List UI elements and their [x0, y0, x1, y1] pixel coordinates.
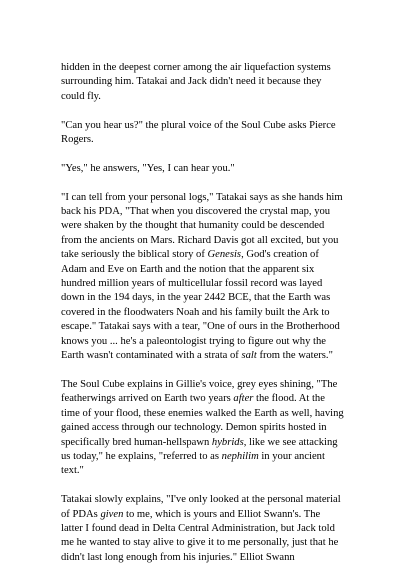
text-line [61, 191, 380, 205]
text-run: latter I found dead in Delta Central Administration, but Jack told [61, 522, 335, 534]
body-paragraph [61, 493, 380, 565]
text-line [61, 162, 380, 176]
text-run: Rogers. [61, 134, 94, 146]
text-run: from the ancients on Mars. Richard Davis got all excited, but you [61, 234, 339, 246]
text-run: gained access through our technology. Demon spirits hosted in [61, 422, 327, 434]
text-run: surrounding him. Tatakai and Jack didn't need it because they [61, 76, 322, 88]
text-line [61, 522, 380, 536]
italic-text: hybrids [211, 436, 244, 448]
text-run: featherwings arrived on Earth two years [61, 393, 234, 405]
text-line [61, 436, 380, 450]
text-line [61, 75, 380, 89]
text-line [61, 219, 380, 233]
text-run: "Yes," he answers, "Yes, I can hear you." [61, 162, 235, 174]
text-line [61, 205, 380, 219]
text-run: "Can you hear us?" the plural voice of the Soul Cube asks Pierce [61, 119, 336, 131]
body-paragraph [61, 61, 380, 104]
text-line [61, 234, 380, 248]
text-line [61, 378, 380, 392]
text-run: us today," he explains, "referred to as [61, 450, 222, 462]
text-line [61, 61, 380, 75]
text-run: The Soul Cube explains in Gillie's voice, grey eyes shining, "The [61, 378, 338, 390]
text-line [61, 407, 380, 421]
text-run: could fly. [61, 90, 101, 102]
text-run: knows you ... he's a paleontologist trying to figure out why the [61, 335, 326, 347]
italic-text: nephilim [221, 450, 259, 462]
text-run: didn't last long enough from his injuries." Elliot Swann [61, 551, 295, 563]
text-run: Tatakai slowly explains, "I've only looked at the personal material [61, 494, 341, 506]
text-line [61, 119, 380, 133]
text-run: , God's creation of [241, 249, 319, 261]
text-line [61, 291, 380, 305]
text-run: specifically bred human-hellspawn [61, 436, 212, 448]
italic-text: given [100, 508, 124, 520]
text-run: hundred million years of multicellular fossil record was layed [61, 278, 323, 290]
text-line [61, 133, 380, 147]
text-line [61, 508, 380, 522]
text-run: , like we see attacking [243, 436, 338, 448]
text-line [61, 263, 380, 277]
body-paragraph [61, 162, 380, 176]
body-paragraph [61, 191, 380, 364]
italic-text: after [233, 393, 254, 405]
text-run: back his PDA, "That when you discovered the crystal map, you [61, 206, 331, 218]
text-run: down in the 194 days, in the year 2442 BCE, that the Earth was [61, 292, 331, 304]
text-line [61, 493, 380, 507]
text-line [61, 450, 380, 464]
text-run: "I can tell from your personal logs," Tatakai says as she hands him [61, 191, 343, 203]
text-run: of PDAs [61, 508, 101, 520]
text-run: covered in the floodwaters Noah and his family built the Ark to [61, 306, 330, 318]
italic-text: salt [241, 350, 257, 362]
text-line [61, 464, 380, 478]
text-run: text." [61, 465, 84, 477]
text-run: from the waters." [256, 350, 333, 362]
text-run: Adam and Eve on Earth and the notion that the apparent six [61, 263, 315, 275]
text-line [61, 90, 380, 104]
text-run: take seriously the biblical story of [61, 249, 208, 261]
text-line [61, 335, 380, 349]
text-run: hidden in the deepest corner among the air liquefaction systems [61, 62, 331, 73]
text-line [61, 306, 380, 320]
text-run: to me, which is yours and Elliot Swann's. The [123, 508, 321, 520]
text-run: the flood. At the [253, 393, 325, 405]
text-run: in your ancient [258, 450, 325, 462]
text-run: were shaken by the thought that humanity could be descended [61, 220, 325, 232]
text-run: Earth wasn't contaminated with a strata of [61, 350, 242, 362]
text-line [61, 392, 380, 406]
text-line [61, 421, 380, 435]
text-line [61, 349, 380, 363]
text-line [61, 248, 380, 262]
text-line [61, 277, 380, 291]
text-run: me he wanted to stay alive to give it to me personally, just that he [61, 537, 339, 549]
text-line [61, 551, 380, 565]
body-paragraph [61, 119, 380, 148]
italic-text: Genesis [207, 249, 242, 261]
body-paragraph [61, 378, 380, 479]
text-run: time of your flood, these enemies walked the Earth as well, having [61, 407, 344, 419]
text-line [61, 320, 380, 334]
text-run: escape." Tatakai says with a tear, "One of ours in the Brotherhood [61, 321, 340, 333]
